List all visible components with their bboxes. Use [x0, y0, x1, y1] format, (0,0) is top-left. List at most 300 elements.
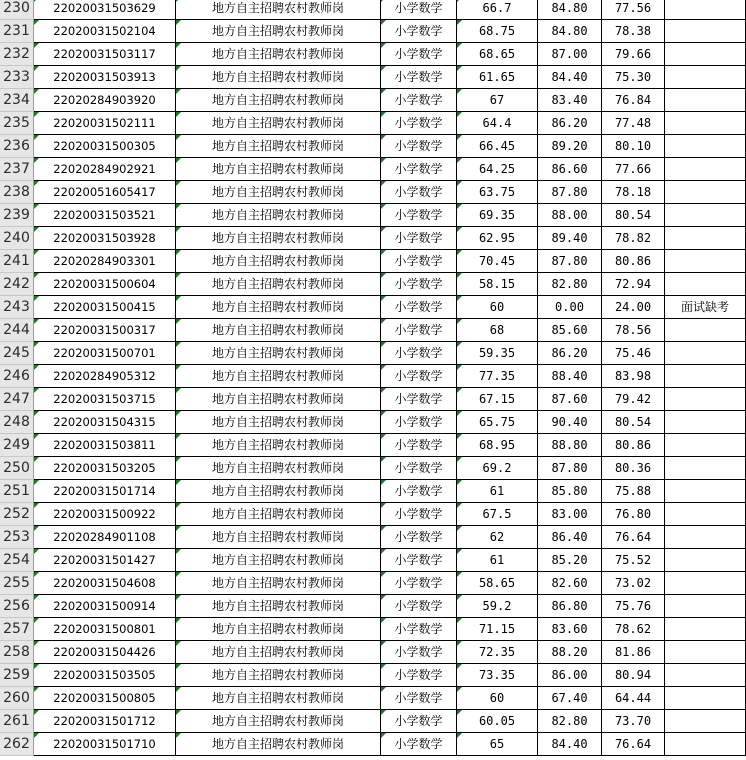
- cell-total-score[interactable]: [602, 158, 665, 181]
- cell-written-score[interactable]: [457, 319, 538, 342]
- cell-note[interactable]: [665, 227, 746, 250]
- cell-candidate-id[interactable]: [34, 181, 176, 204]
- cell-candidate-id[interactable]: [34, 572, 176, 595]
- cell-written-score[interactable]: [457, 503, 538, 526]
- cell-subject[interactable]: [381, 20, 457, 43]
- cell-interview-score[interactable]: [538, 296, 602, 319]
- cell-total-score[interactable]: [602, 388, 665, 411]
- table-row[interactable]: [0, 618, 746, 641]
- cell-position[interactable]: [176, 618, 381, 641]
- cell-position[interactable]: [176, 457, 381, 480]
- table-row[interactable]: [0, 319, 746, 342]
- cell-total-score[interactable]: [602, 572, 665, 595]
- cell-written-score[interactable]: [457, 526, 538, 549]
- cell-interview-score[interactable]: [538, 641, 602, 664]
- cell-subject[interactable]: [381, 480, 457, 503]
- table-row[interactable]: [0, 457, 746, 480]
- table-row[interactable]: [0, 112, 746, 135]
- cell-position[interactable]: [176, 204, 381, 227]
- cell-position[interactable]: [176, 710, 381, 733]
- row-header[interactable]: 257: [0, 618, 34, 641]
- cell-position[interactable]: [176, 20, 381, 43]
- cell-candidate-id[interactable]: [34, 319, 176, 342]
- cell-written-score[interactable]: [457, 480, 538, 503]
- cell-candidate-id[interactable]: [34, 595, 176, 618]
- cell-position[interactable]: [176, 641, 381, 664]
- cell-total-score[interactable]: [602, 503, 665, 526]
- cell-interview-score[interactable]: [538, 250, 602, 273]
- cell-subject[interactable]: [381, 112, 457, 135]
- cell-written-score[interactable]: [457, 250, 538, 273]
- cell-note[interactable]: [665, 411, 746, 434]
- cell-total-score[interactable]: [602, 319, 665, 342]
- cell-interview-score[interactable]: [538, 365, 602, 388]
- cell-interview-score[interactable]: [538, 549, 602, 572]
- cell-written-score[interactable]: [457, 296, 538, 319]
- cell-subject[interactable]: [381, 296, 457, 319]
- cell-total-score[interactable]: [602, 480, 665, 503]
- row-header[interactable]: 253: [0, 526, 34, 549]
- cell-candidate-id[interactable]: [34, 526, 176, 549]
- row-header[interactable]: 247: [0, 388, 34, 411]
- cell-subject[interactable]: [381, 319, 457, 342]
- cell-interview-score[interactable]: [538, 411, 602, 434]
- cell-total-score[interactable]: [602, 342, 665, 365]
- cell-written-score[interactable]: [457, 365, 538, 388]
- cell-written-score[interactable]: [457, 89, 538, 112]
- cell-written-score[interactable]: [457, 733, 538, 756]
- cell-interview-score[interactable]: [538, 733, 602, 756]
- row-header[interactable]: 244: [0, 319, 34, 342]
- cell-note[interactable]: [665, 20, 746, 43]
- row-header[interactable]: 251: [0, 480, 34, 503]
- cell-candidate-id[interactable]: [34, 618, 176, 641]
- cell-total-score[interactable]: [602, 641, 665, 664]
- cell-interview-score[interactable]: [538, 273, 602, 296]
- cell-interview-score[interactable]: [538, 135, 602, 158]
- cell-written-score[interactable]: [457, 572, 538, 595]
- cell-total-score[interactable]: [602, 181, 665, 204]
- cell-candidate-id[interactable]: [34, 641, 176, 664]
- cell-note[interactable]: [665, 503, 746, 526]
- cell-interview-score[interactable]: [538, 181, 602, 204]
- table-row[interactable]: [0, 388, 746, 411]
- cell-candidate-id[interactable]: [34, 733, 176, 756]
- cell-candidate-id[interactable]: [34, 388, 176, 411]
- row-header[interactable]: 262: [0, 733, 34, 756]
- cell-position[interactable]: [176, 135, 381, 158]
- cell-note[interactable]: [665, 457, 746, 480]
- cell-subject[interactable]: [381, 43, 457, 66]
- cell-position[interactable]: [176, 411, 381, 434]
- cell-position[interactable]: [176, 365, 381, 388]
- cell-candidate-id[interactable]: [34, 457, 176, 480]
- cell-note[interactable]: [665, 572, 746, 595]
- table-row[interactable]: [0, 250, 746, 273]
- cell-note[interactable]: [665, 342, 746, 365]
- cell-written-score[interactable]: [457, 20, 538, 43]
- cell-subject[interactable]: [381, 273, 457, 296]
- cell-interview-score[interactable]: [538, 664, 602, 687]
- table-row[interactable]: [0, 411, 746, 434]
- cell-total-score[interactable]: [602, 204, 665, 227]
- cell-written-score[interactable]: [457, 549, 538, 572]
- cell-note[interactable]: [665, 273, 746, 296]
- table-row[interactable]: [0, 549, 746, 572]
- table-row[interactable]: [0, 158, 746, 181]
- cell-written-score[interactable]: [457, 388, 538, 411]
- table-row[interactable]: [0, 503, 746, 526]
- cell-candidate-id[interactable]: [34, 549, 176, 572]
- cell-written-score[interactable]: [457, 43, 538, 66]
- row-header[interactable]: 255: [0, 572, 34, 595]
- cell-note[interactable]: [665, 480, 746, 503]
- table-row[interactable]: [0, 0, 746, 20]
- cell-interview-score[interactable]: [538, 319, 602, 342]
- cell-note[interactable]: [665, 710, 746, 733]
- row-header[interactable]: 245: [0, 342, 34, 365]
- cell-subject[interactable]: [381, 89, 457, 112]
- cell-note[interactable]: [665, 135, 746, 158]
- cell-position[interactable]: [176, 66, 381, 89]
- cell-interview-score[interactable]: [538, 204, 602, 227]
- cell-position[interactable]: [176, 733, 381, 756]
- cell-subject[interactable]: [381, 549, 457, 572]
- cell-note[interactable]: [665, 549, 746, 572]
- row-header[interactable]: 259: [0, 664, 34, 687]
- row-header[interactable]: 252: [0, 503, 34, 526]
- cell-text: 85.80: [551, 484, 588, 498]
- row-header[interactable]: 242: [0, 273, 34, 296]
- table-row[interactable]: [0, 227, 746, 250]
- row-header[interactable]: 231: [0, 20, 34, 43]
- cell-written-score[interactable]: [457, 664, 538, 687]
- cell-position[interactable]: [176, 549, 381, 572]
- cell-candidate-id[interactable]: [34, 158, 176, 181]
- row-header[interactable]: 243: [0, 296, 34, 319]
- cell-position[interactable]: [176, 595, 381, 618]
- cell-interview-score[interactable]: [538, 572, 602, 595]
- cell-written-score[interactable]: [457, 181, 538, 204]
- cell-position[interactable]: [176, 434, 381, 457]
- cell-written-score[interactable]: [457, 204, 538, 227]
- cell-interview-score[interactable]: [538, 710, 602, 733]
- cell-written-score[interactable]: [457, 434, 538, 457]
- cell-position[interactable]: [176, 0, 381, 20]
- cell-subject[interactable]: [381, 733, 457, 756]
- table-row[interactable]: [0, 526, 746, 549]
- cell-position[interactable]: [176, 227, 381, 250]
- cell-interview-score[interactable]: [538, 66, 602, 89]
- row-header[interactable]: 261: [0, 710, 34, 733]
- row-header[interactable]: 239: [0, 204, 34, 227]
- row-header[interactable]: 250: [0, 457, 34, 480]
- cell-note[interactable]: [665, 687, 746, 710]
- cell-interview-score[interactable]: [538, 618, 602, 641]
- cell-interview-score[interactable]: [538, 388, 602, 411]
- cell-total-score[interactable]: [602, 135, 665, 158]
- row-header[interactable]: 254: [0, 549, 34, 572]
- cell-subject[interactable]: [381, 411, 457, 434]
- cell-candidate-id[interactable]: [34, 664, 176, 687]
- cell-note[interactable]: [665, 43, 746, 66]
- cell-note[interactable]: [665, 112, 746, 135]
- cell-interview-score[interactable]: [538, 158, 602, 181]
- cell-subject[interactable]: [381, 710, 457, 733]
- row-header[interactable]: 260: [0, 687, 34, 710]
- cell-interview-score[interactable]: [538, 595, 602, 618]
- cell-note[interactable]: [665, 733, 746, 756]
- table-row[interactable]: [0, 273, 746, 296]
- cell-candidate-id[interactable]: [34, 112, 176, 135]
- row-header[interactable]: 232: [0, 43, 34, 66]
- cell-position[interactable]: [176, 572, 381, 595]
- cell-interview-score[interactable]: [538, 227, 602, 250]
- cell-note[interactable]: [665, 641, 746, 664]
- cell-note[interactable]: [665, 365, 746, 388]
- cell-total-score[interactable]: [602, 365, 665, 388]
- cell-subject[interactable]: [381, 227, 457, 250]
- row-header[interactable]: 236: [0, 135, 34, 158]
- row-header[interactable]: 237: [0, 158, 34, 181]
- row-header[interactable]: 234: [0, 89, 34, 112]
- cell-position[interactable]: [176, 273, 381, 296]
- table-row[interactable]: [0, 595, 746, 618]
- cell-note[interactable]: [665, 204, 746, 227]
- cell-candidate-id[interactable]: [34, 20, 176, 43]
- cell-note[interactable]: [665, 664, 746, 687]
- cell-candidate-id[interactable]: [34, 411, 176, 434]
- cell-subject[interactable]: [381, 158, 457, 181]
- cell-subject[interactable]: [381, 503, 457, 526]
- cell-written-score[interactable]: [457, 411, 538, 434]
- cell-total-score[interactable]: [602, 549, 665, 572]
- cell-subject[interactable]: [381, 641, 457, 664]
- row-header[interactable]: 230: [0, 0, 34, 20]
- cell-written-score[interactable]: [457, 457, 538, 480]
- table-row[interactable]: [0, 572, 746, 595]
- cell-candidate-id[interactable]: [34, 135, 176, 158]
- cell-position[interactable]: [176, 89, 381, 112]
- table-row[interactable]: [0, 687, 746, 710]
- cell-total-score[interactable]: [602, 66, 665, 89]
- cell-position[interactable]: [176, 480, 381, 503]
- cell-subject[interactable]: [381, 572, 457, 595]
- cell-written-score[interactable]: [457, 595, 538, 618]
- cell-position[interactable]: [176, 250, 381, 273]
- cell-interview-score[interactable]: [538, 112, 602, 135]
- row-header[interactable]: 241: [0, 250, 34, 273]
- cell-note[interactable]: [665, 319, 746, 342]
- cell-note[interactable]: [665, 181, 746, 204]
- cell-interview-score[interactable]: [538, 480, 602, 503]
- cell-interview-score[interactable]: [538, 342, 602, 365]
- cell-position[interactable]: [176, 43, 381, 66]
- cell-position[interactable]: [176, 158, 381, 181]
- cell-total-score[interactable]: [602, 273, 665, 296]
- cell-note[interactable]: [665, 388, 746, 411]
- table-row[interactable]: [0, 181, 746, 204]
- cell-written-score[interactable]: [457, 273, 538, 296]
- cell-total-score[interactable]: [602, 434, 665, 457]
- cell-position[interactable]: [176, 503, 381, 526]
- cell-position[interactable]: [176, 296, 381, 319]
- cell-candidate-id[interactable]: [34, 503, 176, 526]
- cell-position[interactable]: [176, 319, 381, 342]
- cell-position[interactable]: [176, 687, 381, 710]
- table-row[interactable]: [0, 66, 746, 89]
- row-header[interactable]: 240: [0, 227, 34, 250]
- cell-note[interactable]: [665, 618, 746, 641]
- cell-subject[interactable]: [381, 66, 457, 89]
- cell-candidate-id[interactable]: [34, 710, 176, 733]
- cell-total-score[interactable]: [602, 733, 665, 756]
- cell-subject[interactable]: [381, 457, 457, 480]
- cell-written-score[interactable]: [457, 0, 538, 20]
- table-row[interactable]: [0, 43, 746, 66]
- cell-written-score[interactable]: [457, 135, 538, 158]
- cell-written-score[interactable]: [457, 66, 538, 89]
- cell-total-score[interactable]: [602, 89, 665, 112]
- cell-candidate-id[interactable]: [34, 204, 176, 227]
- cell-note[interactable]: [665, 66, 746, 89]
- cell-total-score[interactable]: [602, 250, 665, 273]
- cell-total-score[interactable]: [602, 687, 665, 710]
- cell-interview-score[interactable]: [538, 503, 602, 526]
- table-row[interactable]: [0, 20, 746, 43]
- cell-total-score[interactable]: [602, 411, 665, 434]
- row-header[interactable]: 248: [0, 411, 34, 434]
- cell-candidate-id[interactable]: [34, 250, 176, 273]
- cell-written-score[interactable]: [457, 710, 538, 733]
- table-row[interactable]: [0, 296, 746, 319]
- cell-candidate-id[interactable]: [34, 480, 176, 503]
- table-row[interactable]: [0, 135, 746, 158]
- cell-total-score[interactable]: [602, 664, 665, 687]
- cell-interview-score[interactable]: [538, 687, 602, 710]
- cell-subject[interactable]: [381, 388, 457, 411]
- table-row[interactable]: [0, 710, 746, 733]
- cell-subject[interactable]: [381, 365, 457, 388]
- cell-candidate-id[interactable]: [34, 342, 176, 365]
- cell-total-score[interactable]: [602, 20, 665, 43]
- cell-position[interactable]: [176, 181, 381, 204]
- cell-note[interactable]: [665, 526, 746, 549]
- cell-position[interactable]: [176, 388, 381, 411]
- cell-candidate-id[interactable]: [34, 434, 176, 457]
- table-row[interactable]: [0, 204, 746, 227]
- cell-subject[interactable]: [381, 342, 457, 365]
- row-header[interactable]: 249: [0, 434, 34, 457]
- cell-candidate-id[interactable]: [34, 89, 176, 112]
- cell-position[interactable]: [176, 526, 381, 549]
- cell-candidate-id[interactable]: [34, 227, 176, 250]
- cell-total-score[interactable]: [602, 296, 665, 319]
- row-header[interactable]: 238: [0, 181, 34, 204]
- cell-total-score[interactable]: [602, 595, 665, 618]
- table-row[interactable]: [0, 434, 746, 457]
- cell-subject[interactable]: [381, 0, 457, 20]
- table-row[interactable]: [0, 664, 746, 687]
- table-row[interactable]: [0, 365, 746, 388]
- cell-interview-score[interactable]: [538, 526, 602, 549]
- cell-subject[interactable]: [381, 526, 457, 549]
- cell-position[interactable]: [176, 664, 381, 687]
- cell-position[interactable]: [176, 342, 381, 365]
- cell-written-score[interactable]: [457, 641, 538, 664]
- cell-subject[interactable]: [381, 250, 457, 273]
- cell-subject[interactable]: [381, 687, 457, 710]
- table-row[interactable]: [0, 641, 746, 664]
- cell-total-score[interactable]: [602, 710, 665, 733]
- cell-candidate-id[interactable]: [34, 687, 176, 710]
- cell-subject[interactable]: [381, 595, 457, 618]
- cell-subject[interactable]: [381, 181, 457, 204]
- cell-written-score[interactable]: [457, 112, 538, 135]
- cell-note[interactable]: [665, 250, 746, 273]
- cell-candidate-id[interactable]: [34, 273, 176, 296]
- cell-total-score[interactable]: [602, 618, 665, 641]
- cell-subject[interactable]: [381, 618, 457, 641]
- row-header[interactable]: 246: [0, 365, 34, 388]
- cell-note[interactable]: [665, 296, 746, 319]
- cell-total-score[interactable]: [602, 526, 665, 549]
- cell-interview-score[interactable]: [538, 43, 602, 66]
- table-row[interactable]: [0, 342, 746, 365]
- table-row[interactable]: [0, 480, 746, 503]
- cell-written-score[interactable]: [457, 227, 538, 250]
- cell-interview-score[interactable]: [538, 20, 602, 43]
- cell-subject[interactable]: [381, 434, 457, 457]
- row-header[interactable]: 235: [0, 112, 34, 135]
- table-row[interactable]: [0, 733, 746, 756]
- cell-written-score[interactable]: [457, 618, 538, 641]
- cell-text: 地方自主招聘农村教师岗: [211, 415, 344, 429]
- cell-position[interactable]: [176, 112, 381, 135]
- cell-subject[interactable]: [381, 135, 457, 158]
- cell-candidate-id[interactable]: [34, 66, 176, 89]
- cell-candidate-id[interactable]: [34, 296, 176, 319]
- cell-interview-score[interactable]: [538, 457, 602, 480]
- cell-total-score[interactable]: [602, 112, 665, 135]
- cell-note[interactable]: [665, 89, 746, 112]
- cell-candidate-id[interactable]: [34, 365, 176, 388]
- cell-candidate-id[interactable]: [34, 0, 176, 20]
- cell-text: 22020031500317: [53, 323, 156, 337]
- cell-note[interactable]: [665, 158, 746, 181]
- cell-written-score[interactable]: [457, 687, 538, 710]
- cell-interview-score[interactable]: [538, 0, 602, 20]
- cell-note[interactable]: [665, 0, 746, 20]
- cell-subject[interactable]: [381, 664, 457, 687]
- cell-subject[interactable]: [381, 204, 457, 227]
- cell-note[interactable]: [665, 595, 746, 618]
- cell-total-score[interactable]: [602, 457, 665, 480]
- cell-total-score[interactable]: [602, 0, 665, 20]
- cell-total-score[interactable]: [602, 227, 665, 250]
- row-header[interactable]: 258: [0, 641, 34, 664]
- table-row[interactable]: [0, 89, 746, 112]
- cell-total-score[interactable]: [602, 43, 665, 66]
- cell-written-score[interactable]: [457, 158, 538, 181]
- row-header[interactable]: 233: [0, 66, 34, 89]
- cell-note[interactable]: [665, 434, 746, 457]
- cell-written-score[interactable]: [457, 342, 538, 365]
- row-header[interactable]: 256: [0, 595, 34, 618]
- cell-interview-score[interactable]: [538, 434, 602, 457]
- cell-candidate-id[interactable]: [34, 43, 176, 66]
- cell-interview-score[interactable]: [538, 89, 602, 112]
